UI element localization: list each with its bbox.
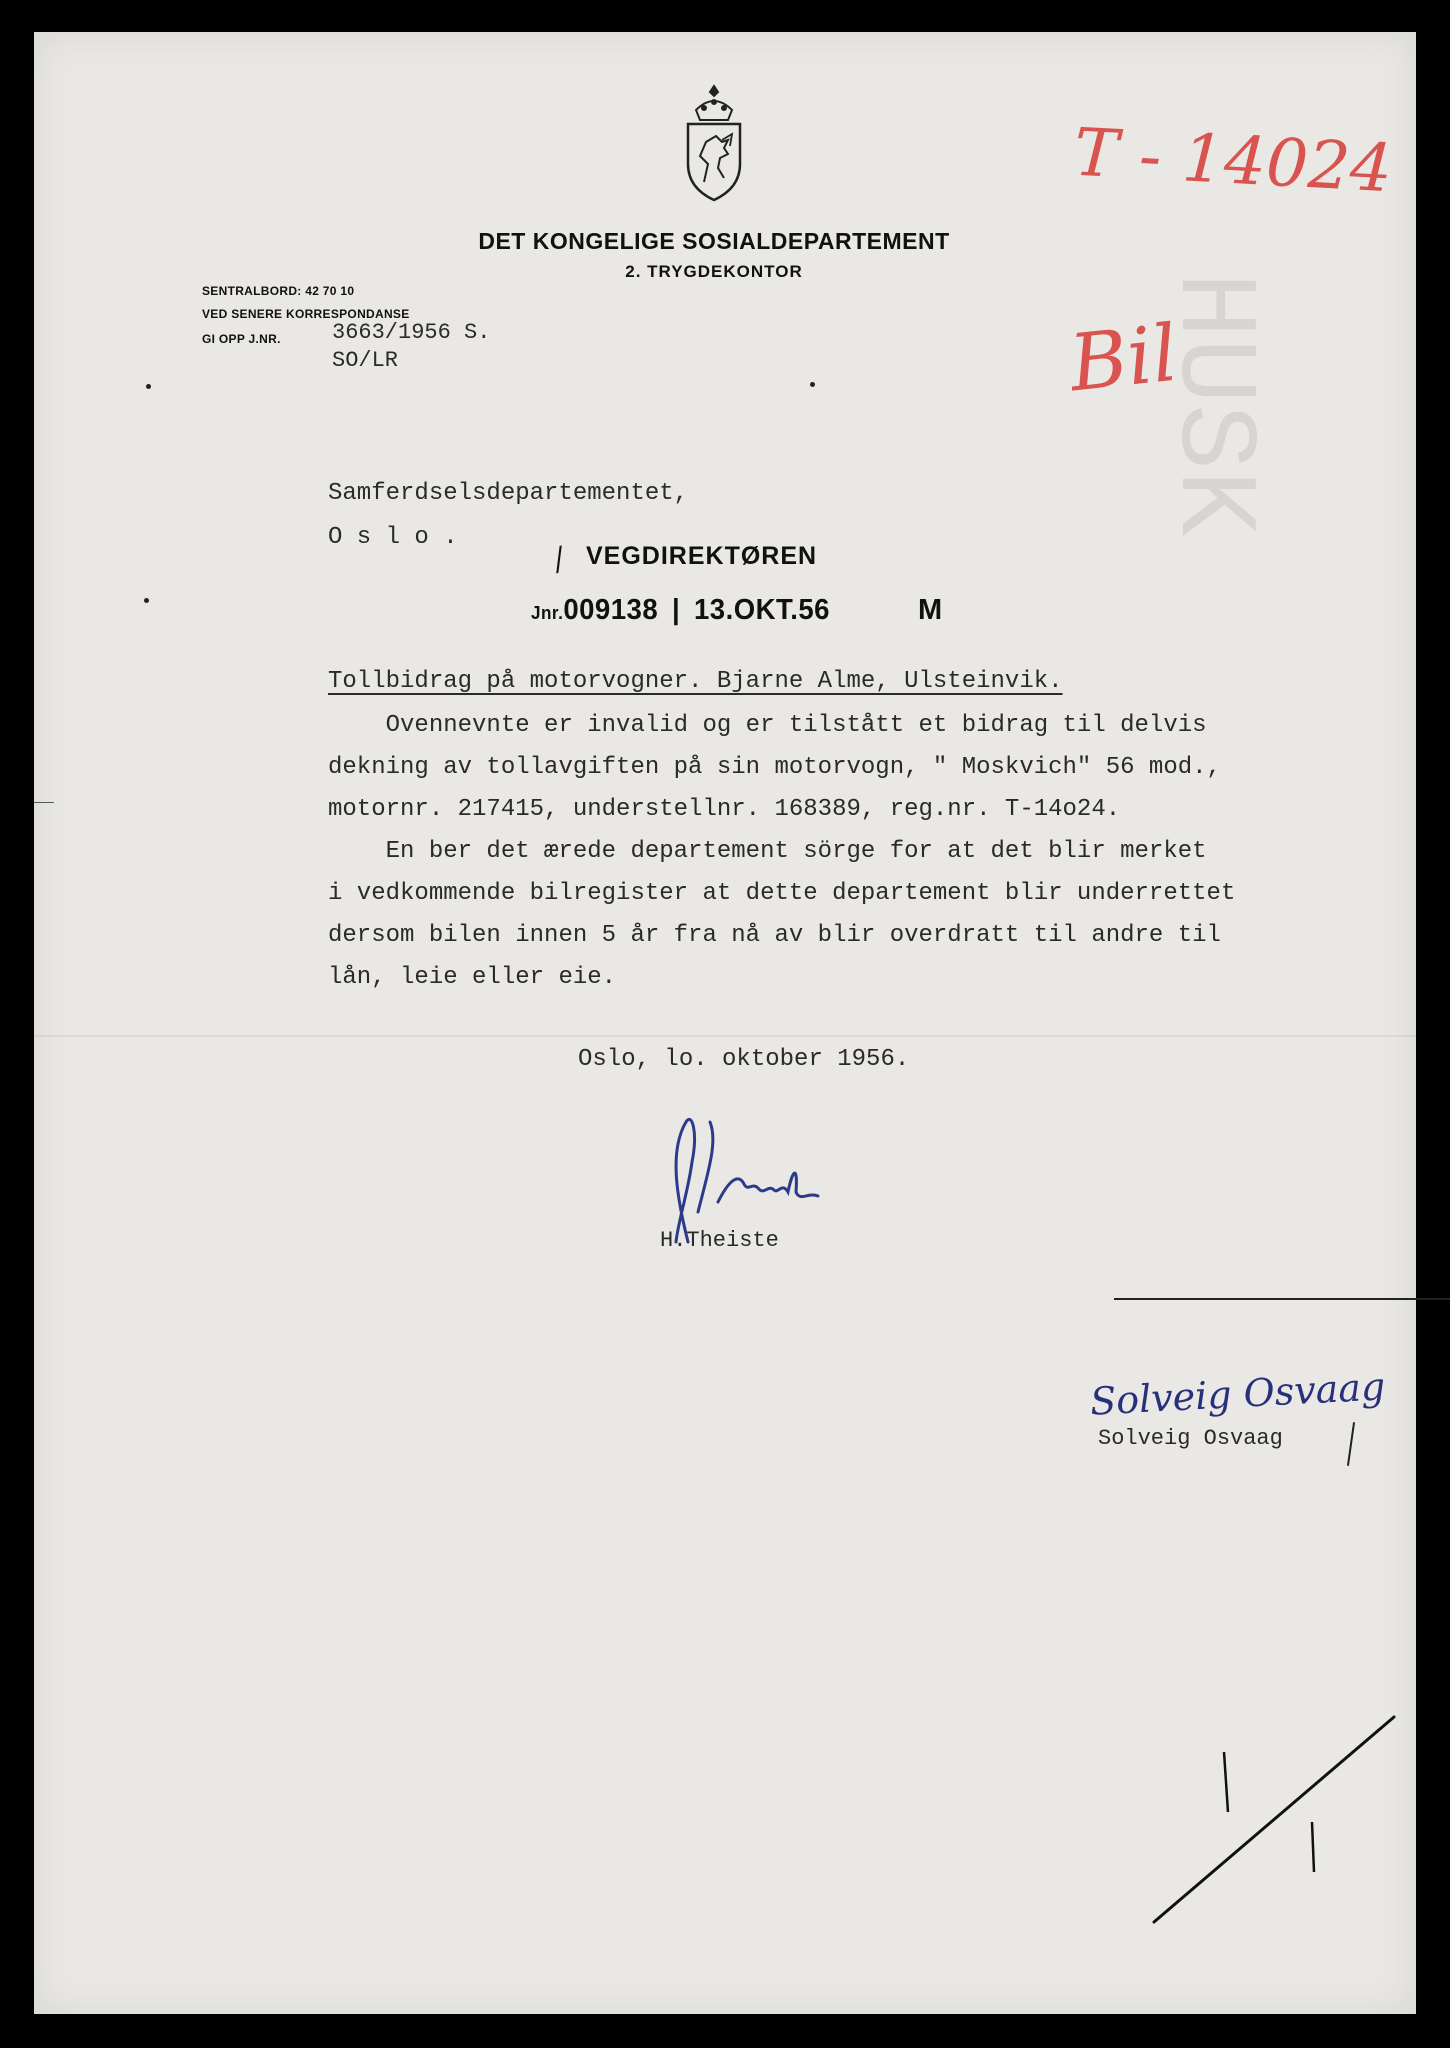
body-line: lån, leie eller eie.: [328, 964, 617, 991]
bleed-through: HUSK: [1149, 272, 1274, 537]
stamp-number: 009138: [563, 594, 659, 626]
handwritten-case-number: T - 14024: [1072, 113, 1395, 208]
signature-rule: [1114, 1298, 1450, 1300]
journal-number: 3663/1956 S.: [332, 320, 491, 345]
pen-stroke: [1347, 1422, 1355, 1466]
edge-mark: [34, 802, 54, 803]
body-line: En ber det ærede departement sörge for at det blir merket: [328, 838, 1207, 865]
body-line: dersom bilen innen 5 år fra nå av blir overdratt til andre til: [328, 922, 1221, 949]
body-line: i vedkommende bilregister at dette departement blir underrettet: [328, 880, 1236, 907]
handwritten-note: Bil: [1065, 308, 1182, 410]
sentralbord-label: SENTRALBORD: 42 70 10: [202, 284, 355, 298]
stamp-letter: M: [918, 594, 943, 626]
addressee-name: Samferdselsdepartementet,: [328, 480, 689, 507]
jnr-label: GI OPP J.NR.: [202, 332, 281, 346]
pen-strokes: [1124, 1712, 1414, 1942]
body-line: dekning av tollavgiften på sin motorvogn, " Moskvich" 56 mod.,: [328, 754, 1221, 781]
department-title: DET KONGELIGE SOSIALDEPARTEMENT: [478, 228, 950, 254]
place-date: Oslo, lo. oktober 1956.: [578, 1046, 910, 1073]
paper-fold: [34, 1035, 1416, 1037]
punch-mark: [146, 384, 151, 389]
stamp-handmark: /: [548, 541, 570, 578]
stamp-title: VEGDIREKTØREN: [586, 542, 818, 570]
cosigner-name: Solveig Osvaag: [1098, 1426, 1283, 1451]
reference-initials: SO/LR: [332, 348, 399, 373]
coat-of-arms-icon: [674, 84, 754, 204]
letter-page: [34, 32, 1416, 2014]
punch-mark: [810, 382, 815, 387]
cosignature-handwritten: Solveig Osvaag: [1089, 1364, 1387, 1424]
stamp-date: 13.OKT.56: [693, 594, 830, 626]
stamp-line: Jnr.009138 | 13.OKT.56: [531, 594, 830, 626]
punch-mark: [144, 598, 149, 603]
correspondence-label: VED SENERE KORRESPONDANSE: [202, 307, 410, 321]
body-line: Ovennevnte er invalid og er tilstått et bidrag til delvis: [328, 712, 1207, 739]
letter-subject: Tollbidrag på motorvogner. Bjarne Alme, Ulsteinvik.: [328, 668, 1063, 695]
addressee-city: O s l o .: [328, 524, 458, 551]
office-subtitle: 2. TRYGDEKONTOR: [625, 262, 803, 281]
signatory-name: H.Theiste: [660, 1228, 779, 1253]
body-line: motornr. 217415, understellnr. 168389, reg.nr. T-14o24.: [328, 796, 1121, 823]
stamp-jnr-prefix: Jnr.: [531, 603, 564, 623]
